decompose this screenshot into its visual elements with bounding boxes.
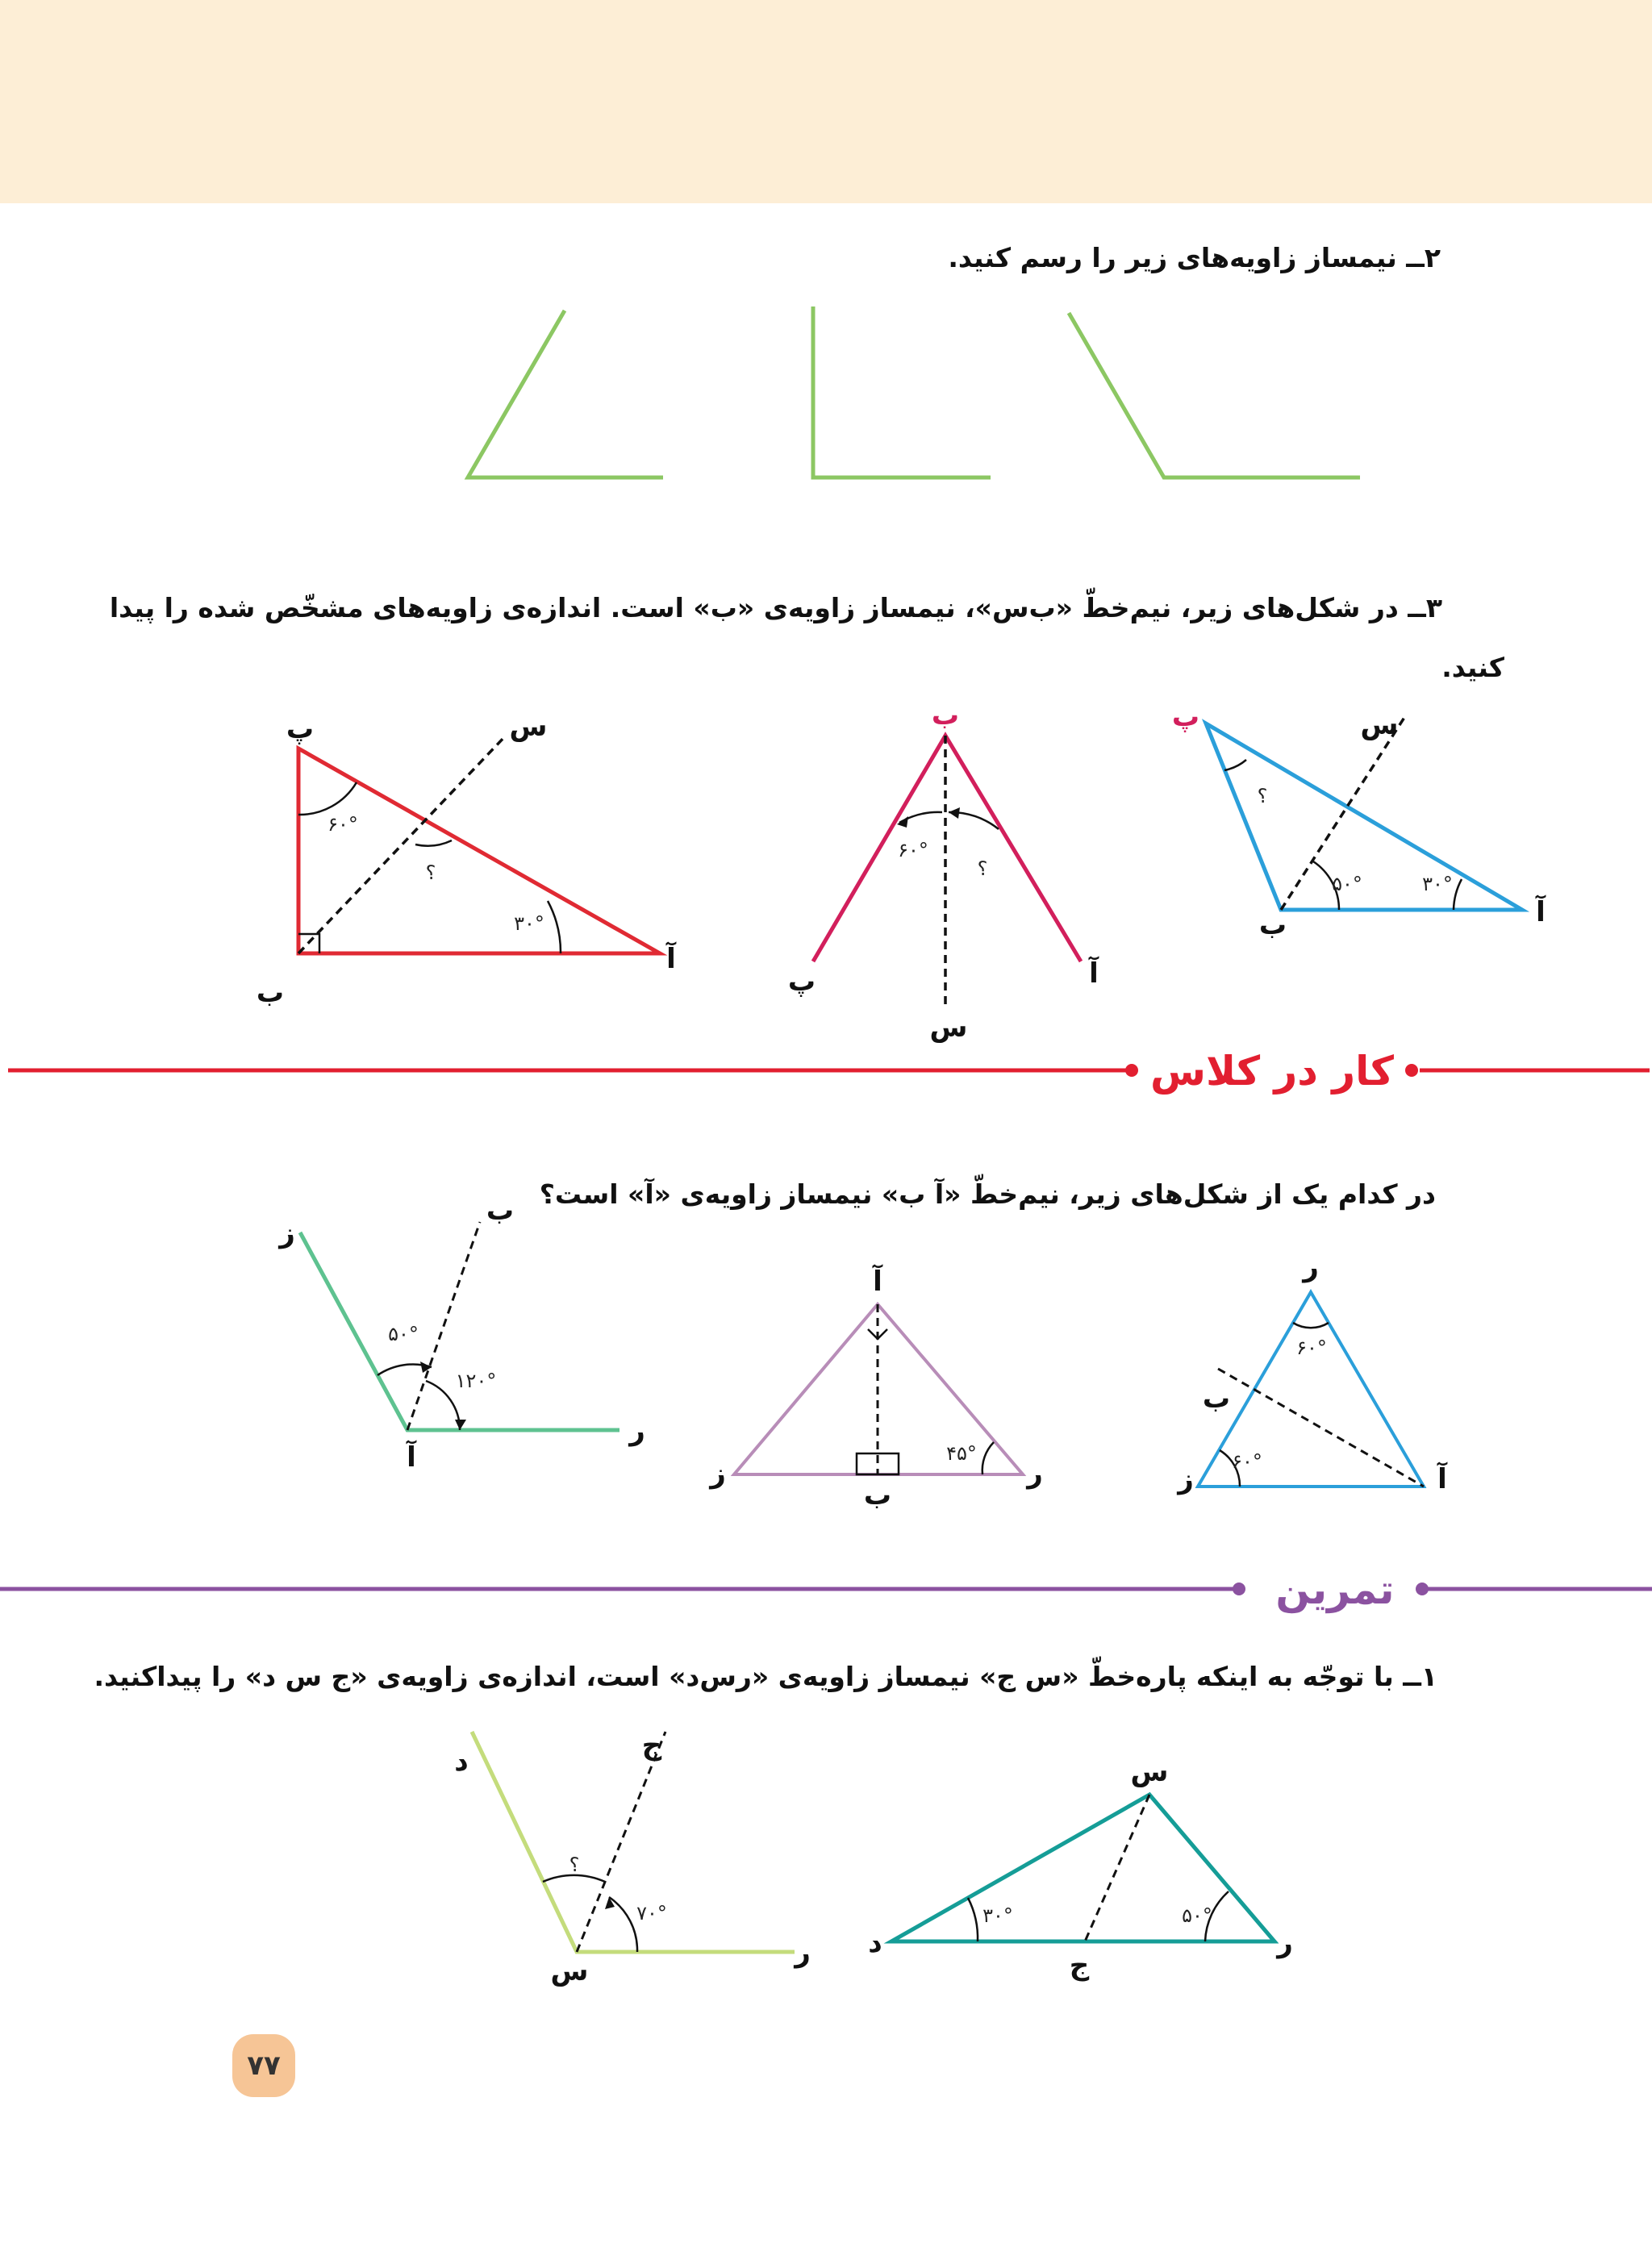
q3-fig3-angle-1: ۵۰° bbox=[1332, 873, 1362, 895]
q3-fig1-angle-1: ۶۰° bbox=[327, 813, 358, 836]
exercise-figure-1 bbox=[868, 1756, 1293, 1982]
ex-fig1-vertex-foot: ج bbox=[1069, 1950, 1090, 1982]
cw-fig2-vertex-foot: ب bbox=[863, 1479, 892, 1512]
question-3-line-2: کنید. bbox=[1441, 652, 1504, 683]
ex-fig2-vertex-ray: ج bbox=[641, 1729, 662, 1762]
ex-fig1-vertex-left: د bbox=[868, 1927, 882, 1959]
cw-fig3-angle-2: ۱۲۰° bbox=[455, 1370, 497, 1392]
q3-fig3-angle-2: ۳۰° bbox=[1422, 873, 1453, 895]
cw-fig3-vertex-ray: ب bbox=[486, 1195, 515, 1227]
page-number: ۷۷ bbox=[232, 2034, 295, 2097]
cw-fig3-angle-1: ۵۰° bbox=[388, 1323, 419, 1345]
q3-fig2-vertex-left: پ bbox=[787, 965, 816, 998]
ex-fig1-vertex-top: س bbox=[1130, 1756, 1169, 1788]
q3-figure-2 bbox=[788, 699, 1099, 1044]
ex-fig1-angle-right: ۵۰° bbox=[1182, 1904, 1212, 1927]
q3-fig3-vertex-ray: س bbox=[1360, 709, 1399, 741]
ex-fig2-angle-1: ۷۰° bbox=[636, 1902, 667, 1924]
classwork-header bbox=[8, 1048, 1650, 1095]
cw-fig2-angle: ۴۵° bbox=[946, 1442, 977, 1465]
cw-fig2-vertex-top: آ bbox=[873, 1266, 882, 1298]
ex-fig1-vertex-right: ر bbox=[1277, 1927, 1293, 1959]
ex-fig1-angle-left: ۳۰° bbox=[982, 1904, 1013, 1927]
cw-fig1-angle-bottom-left: ۶۰° bbox=[1232, 1450, 1262, 1473]
q3-fig1-vertex-right: آ bbox=[666, 943, 676, 975]
cw-fig1-vertex-bottom-right: آ bbox=[1437, 1463, 1447, 1495]
q3-figure-1 bbox=[257, 711, 677, 1009]
exercise-header bbox=[0, 1566, 1652, 1614]
q2-angle-right bbox=[1069, 313, 1360, 477]
q3-fig3-vertex-right: آ bbox=[1536, 896, 1546, 928]
cw-fig1-vertex-top: ر bbox=[1303, 1251, 1319, 1283]
question-2: ۲ــ نیمساز زاویه‌های زیر را رسم کنید. bbox=[948, 242, 1441, 273]
cw-fig3-vertex-right: ر bbox=[629, 1415, 645, 1447]
cw-fig3-vertex-top: ز bbox=[279, 1217, 295, 1249]
q3-fig2-vertex-ray: س bbox=[929, 1011, 968, 1044]
q3-fig1-angle-3: ؟ bbox=[425, 861, 436, 884]
exercise-figure-2 bbox=[454, 1729, 811, 1987]
classwork-title: کار در کلاس bbox=[1150, 1048, 1394, 1095]
q3-fig3-vertex-top: پ bbox=[1171, 701, 1200, 733]
cw-fig1-angle-top: ۶۰° bbox=[1296, 1337, 1327, 1359]
classwork-figure-1 bbox=[1176, 1251, 1448, 1495]
classwork-question: در کدام یک از شکل‌های زیر، نیم‌خطّ «آ ب» نیمساز زاویه‌ی «آ» است؟ bbox=[539, 1178, 1436, 1210]
q3-fig1-vertex-ray: س bbox=[509, 711, 548, 743]
q3-fig2-vertex-top: ب bbox=[931, 699, 960, 732]
cw-fig1-vertex-ray: ب bbox=[1202, 1382, 1231, 1415]
cw-fig2-vertex-bottom-right: ر bbox=[1027, 1457, 1043, 1490]
ex-fig2-vertex-top: د bbox=[454, 1745, 469, 1778]
q3-fig2-angle-2: ؟ bbox=[977, 857, 988, 880]
q3-fig2-angle-1: ۶۰° bbox=[898, 839, 928, 861]
q3-fig1-angle-2: ۳۰° bbox=[514, 912, 544, 935]
cw-fig3-vertex: آ bbox=[407, 1441, 416, 1474]
cw-fig2-vertex-bottom-left: ز bbox=[710, 1457, 726, 1490]
q2-angle-middle bbox=[813, 306, 991, 477]
question-3-line-1: ۳ــ در شکل‌های زیر، نیم‌خطّ «ب‌س»، نیمساز زاویه‌ی «ب» است. اندازه‌ی زاویه‌های مشخّص شده را پیدا bbox=[109, 592, 1442, 623]
cw-fig1-vertex-bottom-left: ز bbox=[1178, 1463, 1194, 1495]
q3-fig1-vertex-left: ب bbox=[256, 977, 285, 1009]
ex-fig2-angle-2: ؟ bbox=[569, 1854, 580, 1876]
q3-fig3-angle-3: ؟ bbox=[1257, 785, 1268, 807]
classwork-figure-3 bbox=[277, 1195, 645, 1474]
exercise-question-1: ۱ــ با توجّه به اینکه پاره‌خطّ «س ج» نیمساز زاویه‌ی «رس‌د» است، اندازه‌ی زاویه‌ی «ج س د» را پیداکنید. bbox=[94, 1661, 1437, 1692]
q3-fig3-vertex-left: ب bbox=[1258, 909, 1287, 941]
q3-figure-3 bbox=[1172, 701, 1546, 941]
q2-angle-left bbox=[468, 311, 663, 477]
exercise-title: تمرین bbox=[1275, 1566, 1395, 1613]
q3-fig2-vertex-right: آ bbox=[1089, 957, 1099, 990]
classwork-figure-2 bbox=[708, 1264, 1043, 1512]
ex-fig2-vertex-right: ر bbox=[795, 1937, 811, 1969]
q3-fig1-vertex-top: پ bbox=[286, 713, 315, 745]
ex-fig2-vertex: س bbox=[550, 1955, 589, 1987]
